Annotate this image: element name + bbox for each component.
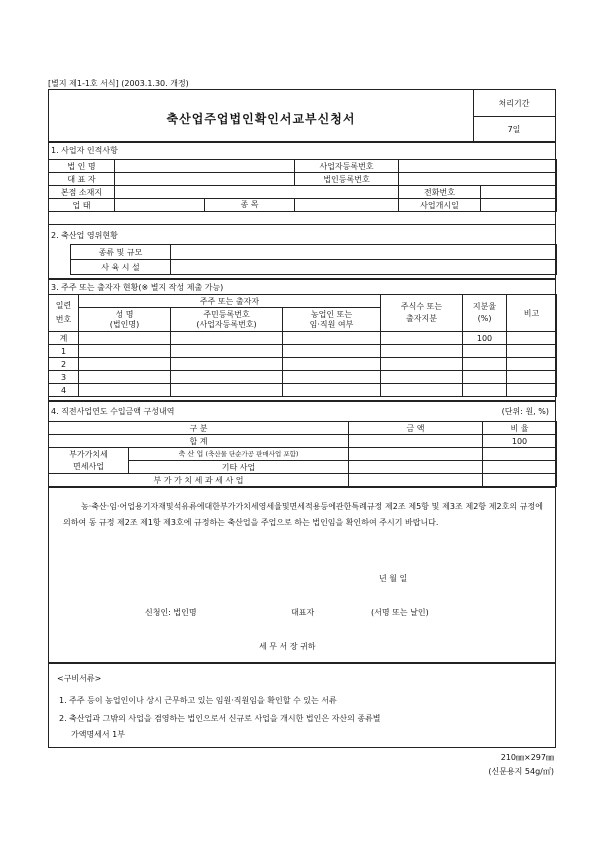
start-date-label: 사업개시일	[399, 199, 481, 212]
col-ratio-1: 지분율	[472, 302, 497, 311]
hq-address-value[interactable]	[115, 186, 399, 199]
col-farmer-2: 임·직원 여부	[309, 319, 354, 329]
revenue-table	[48, 421, 557, 487]
total-label: 계	[49, 332, 79, 345]
col-category: 구 분	[49, 422, 349, 435]
biz-reg-no-value[interactable]	[399, 160, 557, 173]
document-item-1: 1. 주주 등이 농업인이나 상시 근무하고 있는 임원·직원임을 확인할 수 있는 서류	[59, 696, 337, 705]
documents-heading: <구비서류>	[57, 674, 102, 683]
title-box	[48, 89, 556, 143]
vat-label-1: 부가가치세	[69, 449, 108, 459]
col-note: 비고	[507, 295, 557, 332]
corp-reg-no-label: 법인등록번호	[295, 173, 399, 186]
section-2-heading: 2. 축산업 영위현황	[51, 231, 118, 240]
col-ratio: 비 율	[483, 422, 557, 435]
paper-type: (신문용지 54g/㎡)	[488, 767, 554, 776]
row-number: 3	[49, 371, 79, 384]
corp-name-label: 법 인 명	[49, 160, 115, 173]
paper-size: 210㎜×297㎜	[500, 753, 554, 762]
col-name-1: 성 명	[115, 309, 134, 319]
business-item-value[interactable]	[295, 199, 399, 212]
vat-label-2: 면세사업	[73, 461, 104, 471]
total-ratio: 100	[463, 332, 507, 345]
kind-scale-label: 종류 및 규모	[71, 245, 171, 260]
col-farmer-1: 농업인 또는	[310, 309, 353, 319]
section-4-heading: 4. 직전사업연도 수입금액 구성내역	[51, 407, 175, 416]
corp-name-value[interactable]	[115, 160, 295, 173]
other-biz-label: 기타 사업	[129, 461, 349, 474]
representative-label: 대 표 자	[49, 173, 115, 186]
col-shareholder-group: 주주 또는 출자자	[79, 295, 381, 308]
start-date-value[interactable]	[481, 199, 557, 212]
col-name-2: (법인명)	[109, 319, 140, 329]
col-shares-2: 출자지분	[406, 314, 437, 323]
signature-note: (서명 또는 날인)	[371, 608, 429, 617]
sum-ratio: 100	[483, 435, 557, 448]
col-amount: 금 액	[349, 422, 483, 435]
row-number: 4	[49, 384, 79, 397]
section-2-table	[48, 244, 557, 275]
date-line: 년 월 일	[379, 574, 408, 583]
hq-address-label: 본점 소재지	[49, 186, 115, 199]
row-number: 2	[49, 358, 79, 371]
documents-box	[48, 662, 556, 748]
row-number: 1	[49, 345, 79, 358]
table-row	[49, 358, 557, 371]
unit-label: (단위: 원, %)	[501, 407, 549, 416]
applicant-rep: 대표자	[291, 608, 315, 617]
business-type-label: 업 태	[49, 199, 115, 212]
phone-label: 전화번호	[399, 186, 481, 199]
section-3-heading: 3. 주주 또는 출자자 현황(※ 별지 작성 제출 가능)	[51, 283, 224, 292]
col-id-1: 주민등록번호	[203, 309, 250, 319]
col-ratio-2: (%)	[477, 314, 492, 323]
processing-period-value: 7일	[507, 125, 521, 134]
business-type-value[interactable]	[115, 199, 205, 211]
document-item-2a: 2. 축산업과 그밖의 사업을 겸영하는 법인으로서 신규로 사업을 개시한 법인은 자산의 종류별	[59, 714, 381, 723]
corp-reg-no-value[interactable]	[399, 173, 557, 186]
livestock-label: 축 산 업	[178, 450, 204, 458]
section-1-heading: 1. 사업자 인적사항	[51, 146, 118, 155]
table-row	[49, 371, 557, 384]
sum-label: 합 계	[49, 435, 349, 448]
form-header: [별지 제1-1호 서식] (2003.1.30. 개정)	[48, 79, 189, 88]
document-item-2b: 가액명세서 1부	[71, 730, 126, 739]
section-1-table	[48, 159, 557, 212]
phone-value[interactable]	[481, 186, 557, 199]
col-shares-1: 주식수 또는	[400, 302, 443, 311]
vat-taxable-label: 부 가 가 치 세 과 세 사 업	[49, 474, 349, 487]
shareholders-table	[48, 294, 557, 397]
col-id-2: (사업자등록번호)	[196, 319, 257, 329]
kind-scale-value[interactable]	[171, 245, 557, 260]
applicant-label: 신청인: 법인명	[145, 608, 197, 617]
processing-period-label: 처리기간	[498, 99, 530, 108]
representative-value[interactable]	[115, 173, 295, 186]
col-seq-1: 일련	[55, 301, 72, 310]
table-row	[49, 345, 557, 358]
livestock-note: (축산물 단순가공 판매사업 포함)	[205, 450, 299, 458]
page-title: 축산업주업법인확인서교부신청서	[166, 112, 356, 126]
facilities-value[interactable]	[171, 260, 557, 275]
business-item-label: 종 목	[240, 200, 259, 209]
facilities-label: 사 육 시 설	[71, 260, 171, 275]
biz-reg-no-label: 사업자등록번호	[295, 160, 399, 173]
statement-text: 농·축산·임·어업용기자재및석유류에대한부가가치세영세율및면세적용등에관한특례규정 제2조 제5항 및 제3조 제2항 제2호의 규정에 의하여 동 규정 제2조 제1항 제3호에 규정하는 축산업을 주업으로 하는 법인임을 확인하여 주시기 바랍니다.	[63, 502, 543, 527]
statement-box	[48, 486, 556, 664]
col-seq-2: 번호	[55, 315, 72, 324]
table-row	[49, 384, 557, 397]
addressee: 세 무 서 장 귀하	[259, 642, 316, 651]
